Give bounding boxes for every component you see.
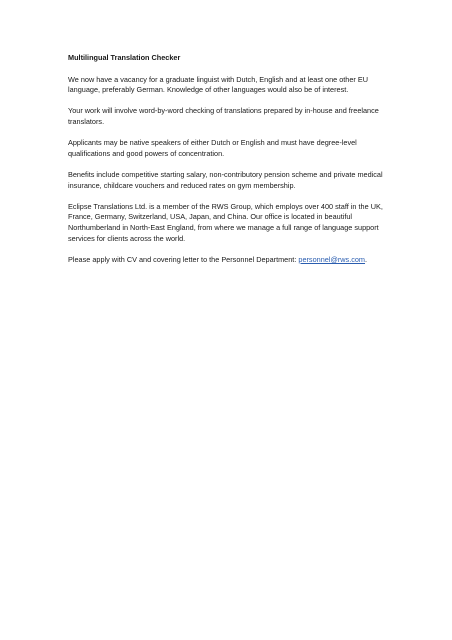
paragraph-duties: Your work will involve word-by-word checking of translations prepared by in-house and freelance translators. [68,106,379,126]
apply-text: Please apply with CV and covering letter to the Personnel Department: [68,254,299,264]
document-title: Multilingual Translation Checker [68,53,181,62]
paragraph-benefits: Benefits include competitive starting salary, non-contributory pension scheme and private medical insurance, childcare vouchers and reduced rates on gym membership. [68,169,383,190]
paragraph-requirements: Applicants may be native speakers of either Dutch or English and must have degree-level qualifications and good powers of concentration. [68,138,357,158]
email-link[interactable]: personnel@rws.com [298,254,366,264]
paragraph-company: Eclipse Translations Ltd. is a member of the RWS Group, which employs over 400 staff in the UK, France, Germany, Switzerland, USA, Japan, and China. Our office is located in beautiful Northumberland in North-East England, from where we manage a full range of language support services for clients across the world. [68,201,383,243]
paragraph-vacancy: We now have a vacancy for a graduate linguist with Dutch, English and at least one other EU language, preferably German. Knowledge of other languages would also be of interest. [68,74,369,95]
paragraph-apply [68,255,398,266]
document-body [68,53,398,276]
apply-suffix: . [365,254,368,264]
